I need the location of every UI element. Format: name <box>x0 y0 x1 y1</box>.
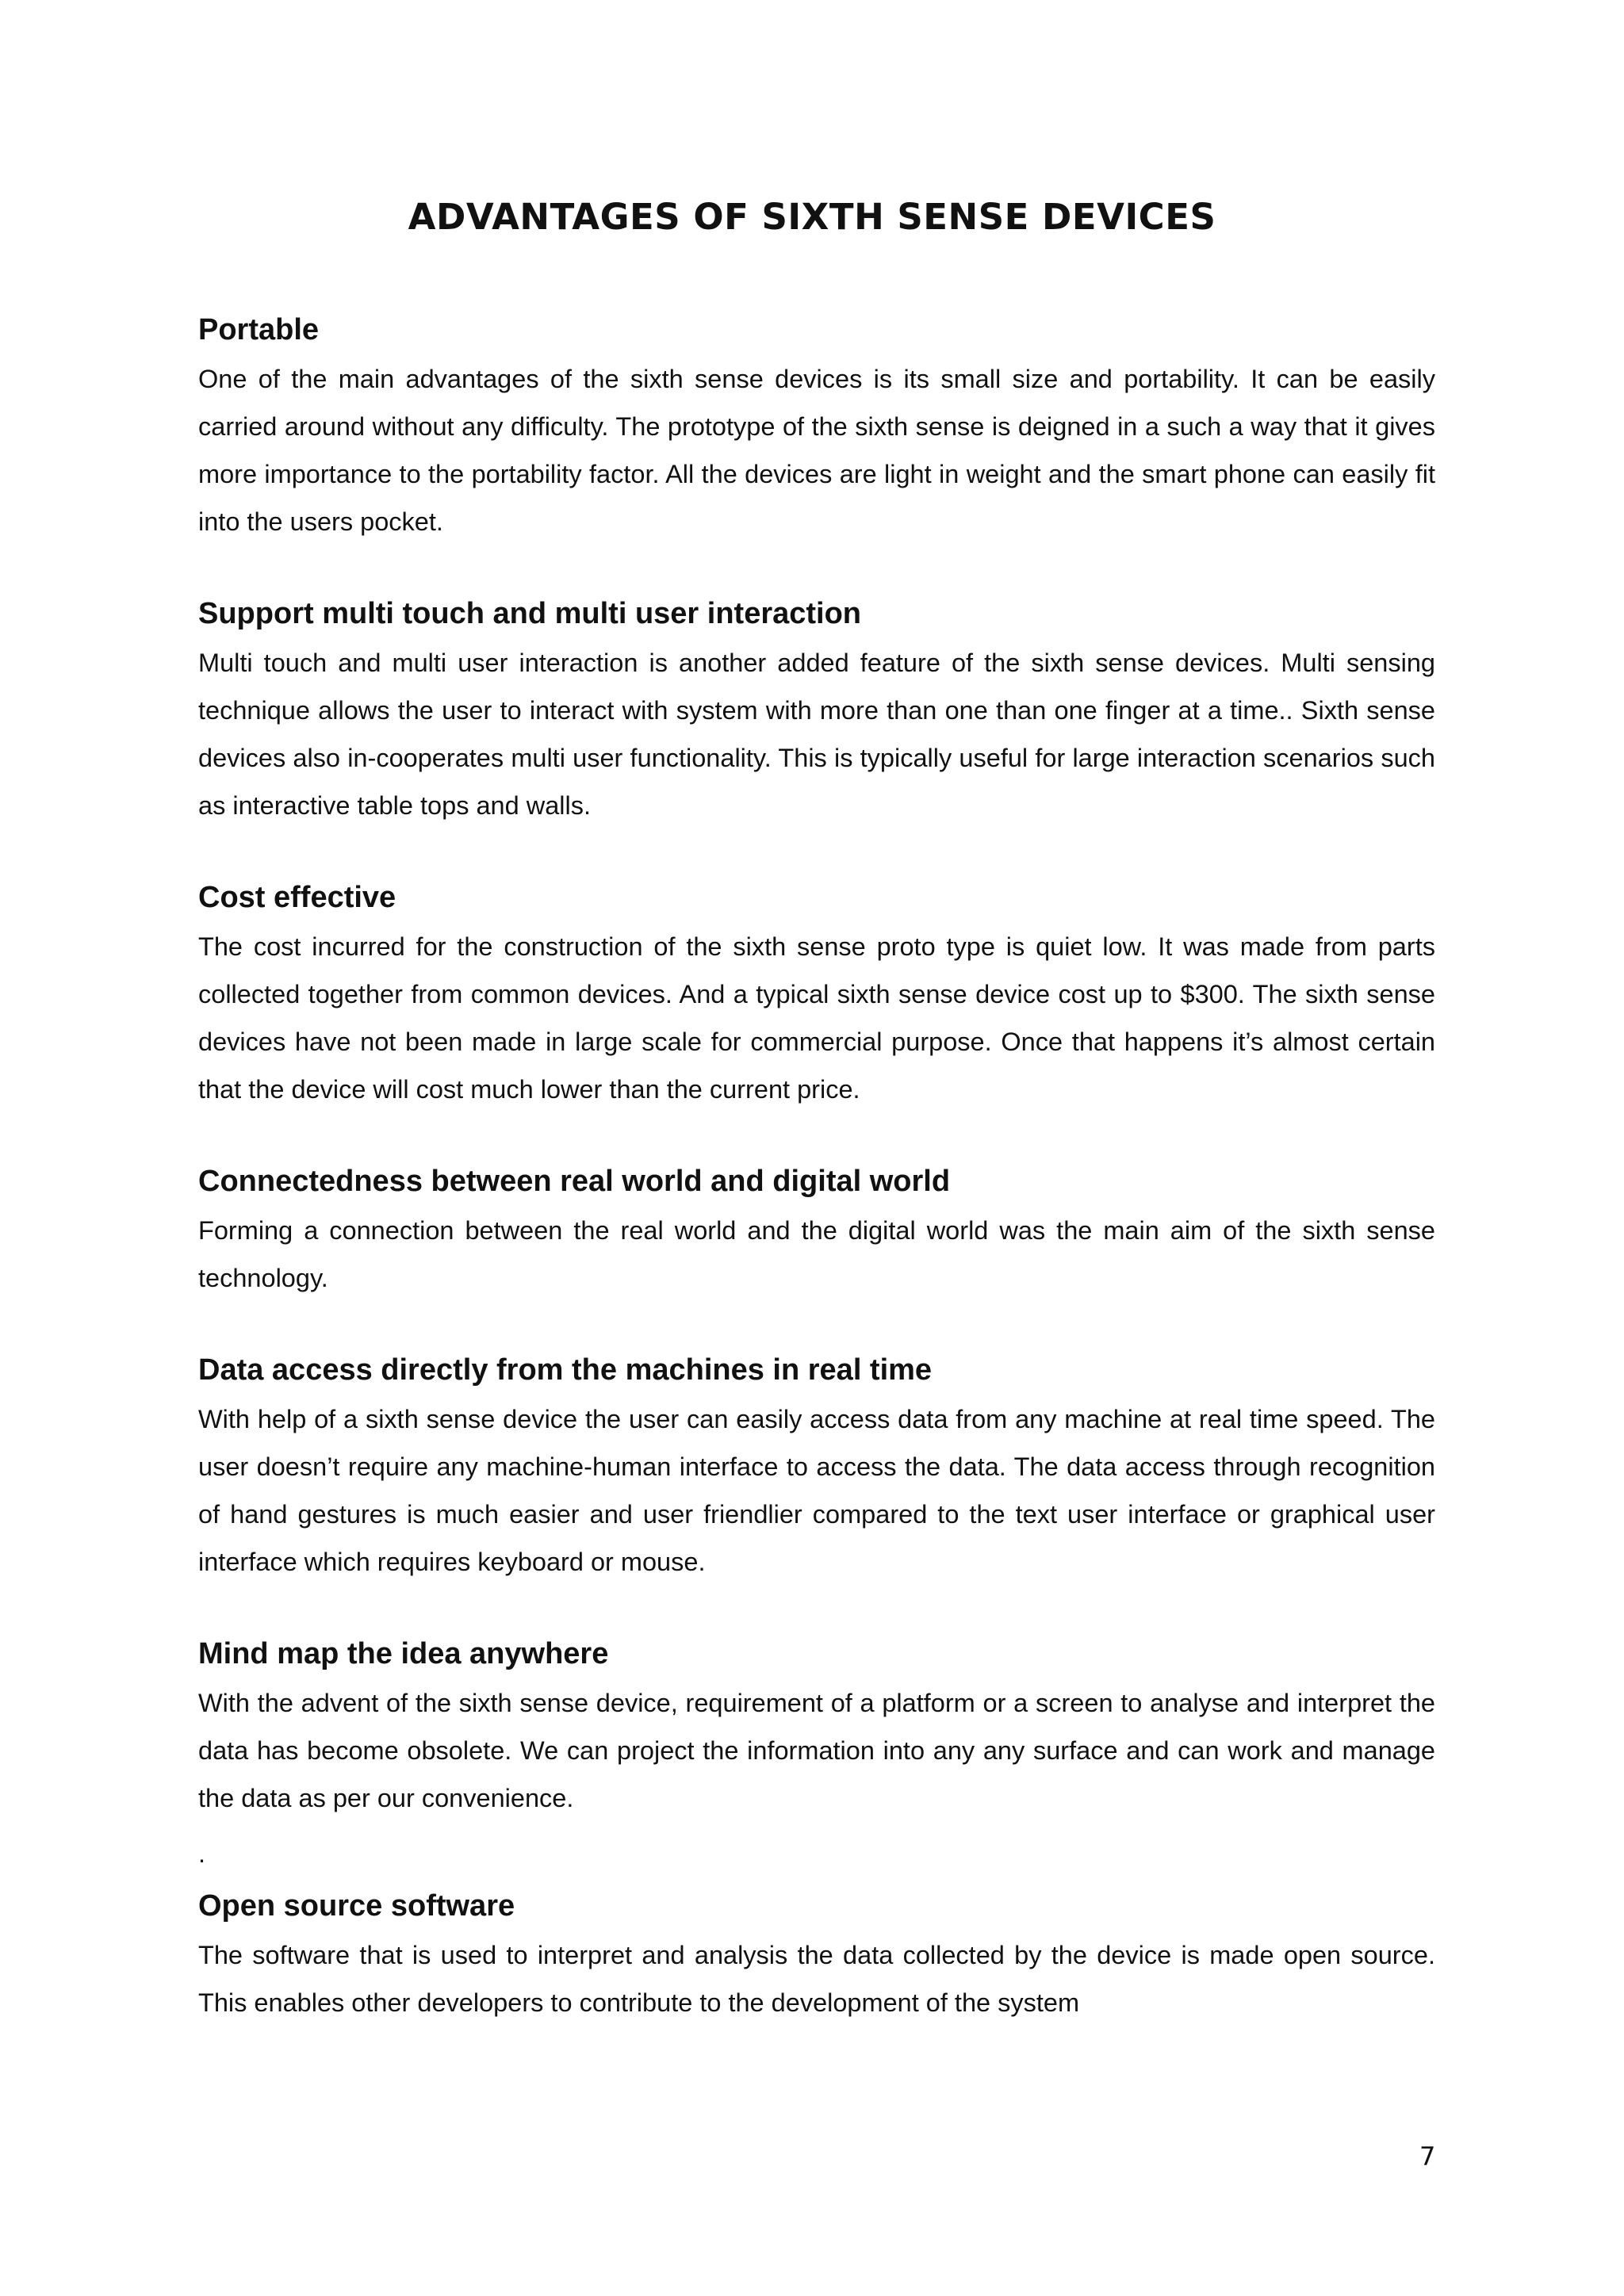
section-cost-effective <box>198 877 1435 1113</box>
section-mind-map <box>198 1633 1435 1822</box>
document-body <box>198 309 1435 2074</box>
section-multi-touch <box>198 593 1435 829</box>
section-portable <box>198 309 1435 545</box>
section-open-source <box>198 1885 1435 2026</box>
page-number: 7 <box>1419 2141 1436 2172</box>
section-paragraph: With help of a sixth sense device the user can easily access data from any machine at real time speed. The user doesn’t require any machine-human interface to access the data. The data access through recognition of hand gestures is much easier and user friendlier compared to the text user interface or graphical user interface which requires keyboard or mouse. <box>198 1405 1435 1576</box>
section-paragraph: One of the main advantages of the sixth sense devices is its small size and portability. It can be easily carried around without any difficulty. The prototype of the sixth sense is deigned in a such a way that it gives more importance to the portability factor. All the devices are light in weight and the smart phone can easily fit into the users pocket. <box>198 365 1435 536</box>
section-heading: Portable <box>198 313 320 346</box>
section-paragraph: Multi touch and multi user interaction is another added feature of the sixth sense devices. Multi sensing technique allows the user to interact with system with more than one than one finger at a time.. Sixth sense devices also in-cooperates multi user functionality. This is typically useful for large interaction scenarios such as interactive table tops and walls. <box>198 649 1435 820</box>
section-heading: Data access directly from the machines in real time <box>198 1353 933 1387</box>
section-paragraph: The cost incurred for the construction of the sixth sense proto type is quiet low. It was made from parts collected together from common devices. And a typical sixth sense device cost up to $300. The sixth sense devices have not been made in large scale for commercial purpose. Once that happens it’s almost certain that the device will cost much lower than the current price. <box>198 932 1435 1104</box>
section-heading: Connectedness between real world and digital world <box>198 1165 951 1198</box>
section-paragraph: The software that is used to interpret and analysis the data collected by the device is made open source. This enables other developers to contribute to the development of the system <box>198 1941 1435 2017</box>
section-heading: Open source software <box>198 1889 515 1923</box>
page-title: ADVANTAGES OF SIXTH SENSE DEVICES <box>408 196 1216 238</box>
section-paragraph: With the advent of the sixth sense device, requirement of a platform or a screen to analyse and interpret the data has become obsolete. We can project the information into any any surface and can work and manage the data as per our convenience. <box>198 1689 1435 1812</box>
section-data-access <box>198 1349 1435 1586</box>
section-paragraph: Forming a connection between the real world and the digital world was the main aim of the sixth sense technology. <box>198 1216 1435 1292</box>
section-heading: Cost effective <box>198 881 396 914</box>
stray-dot: . <box>198 1839 206 1868</box>
section-connectedness <box>198 1161 1435 1302</box>
section-heading: Mind map the idea anywhere <box>198 1637 609 1670</box>
section-heading: Support multi touch and multi user interaction <box>198 597 862 630</box>
